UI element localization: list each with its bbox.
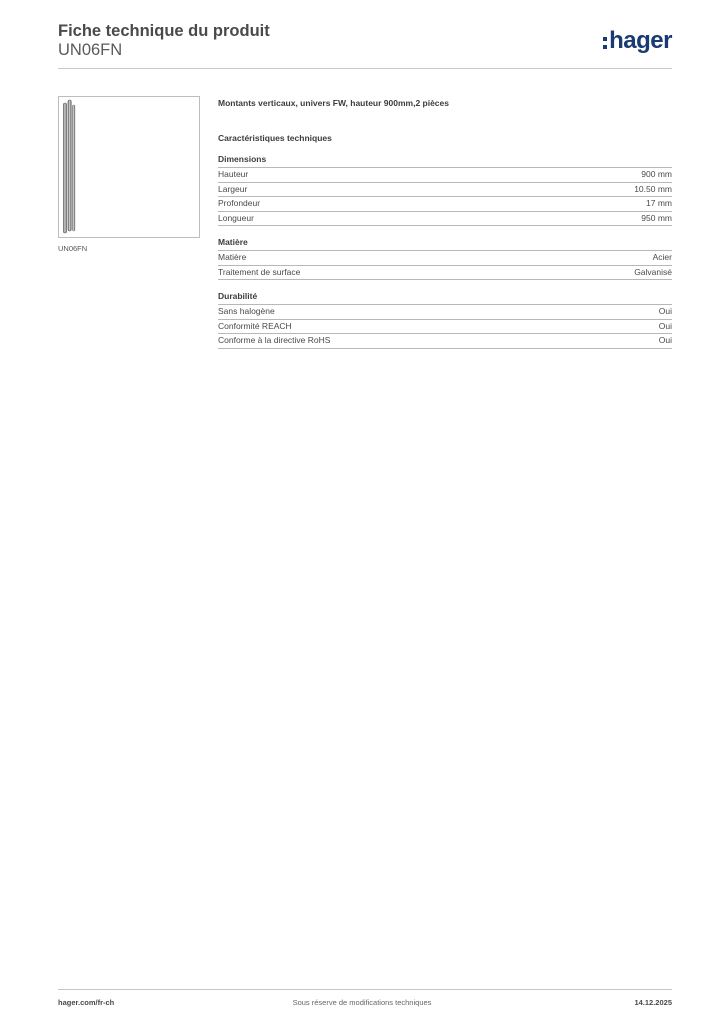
spec-value: 900 mm <box>641 169 672 179</box>
spec-group-dimensions <box>218 153 672 226</box>
footer-divider <box>58 989 672 990</box>
vertical-rails-icon <box>59 97 199 237</box>
spec-value: Oui <box>658 320 672 331</box>
spec-row <box>218 183 672 198</box>
spec-label: Matière <box>218 252 247 262</box>
spec-value: Oui <box>658 306 672 316</box>
spec-row <box>218 251 672 266</box>
spec-value: 10.50 mm <box>634 183 672 194</box>
spec-label: Conformité REACH <box>218 320 292 331</box>
footer-website-link[interactable]: hager.com/fr-ch <box>58 998 115 1007</box>
spec-label: Largeur <box>218 183 248 194</box>
specs-title: Caractéristiques techniques <box>218 133 332 143</box>
spec-label: Sans halogène <box>218 306 275 316</box>
group-title: Matière <box>218 236 672 251</box>
spec-row <box>218 197 672 212</box>
footer-date: 14.12.2025 <box>634 998 672 1007</box>
spec-value: Acier <box>652 252 672 262</box>
spec-row <box>218 334 672 349</box>
group-title: Dimensions <box>218 153 672 168</box>
spec-row <box>218 266 672 281</box>
footer-notice: Sous réserve de modifications techniques <box>292 998 432 1007</box>
spec-value: 950 mm <box>641 212 672 223</box>
spec-value: 17 mm <box>646 198 672 208</box>
spec-row <box>218 212 672 227</box>
spec-label: Traitement de surface <box>218 266 301 277</box>
spec-label: Conforme à la directive RoHS <box>218 335 331 345</box>
product-code: UN06FN <box>58 41 123 59</box>
document-title: Fiche technique du produit <box>58 22 270 40</box>
document-header <box>58 22 270 60</box>
header-divider <box>58 68 672 69</box>
logo-dots-icon <box>603 37 607 49</box>
spec-label: Profondeur <box>218 198 261 208</box>
spec-group-material <box>218 236 672 280</box>
specs-content <box>218 96 672 349</box>
spec-row <box>218 168 672 183</box>
product-image <box>58 96 200 238</box>
spec-row <box>218 305 672 320</box>
hager-logo <box>603 28 672 54</box>
spec-label: Longueur <box>218 212 254 223</box>
image-caption: UN06FN <box>58 244 88 253</box>
spec-label: Hauteur <box>218 169 249 179</box>
product-description: Montants verticaux, univers FW, hauteur 900mm,2 pièces <box>218 98 449 108</box>
spec-value: Galvanisé <box>634 266 672 277</box>
spec-group-durability <box>218 290 672 349</box>
spec-row <box>218 320 672 335</box>
logo-text: hager <box>609 27 672 54</box>
spec-value: Oui <box>658 335 672 345</box>
group-title: Durabilité <box>218 290 672 305</box>
